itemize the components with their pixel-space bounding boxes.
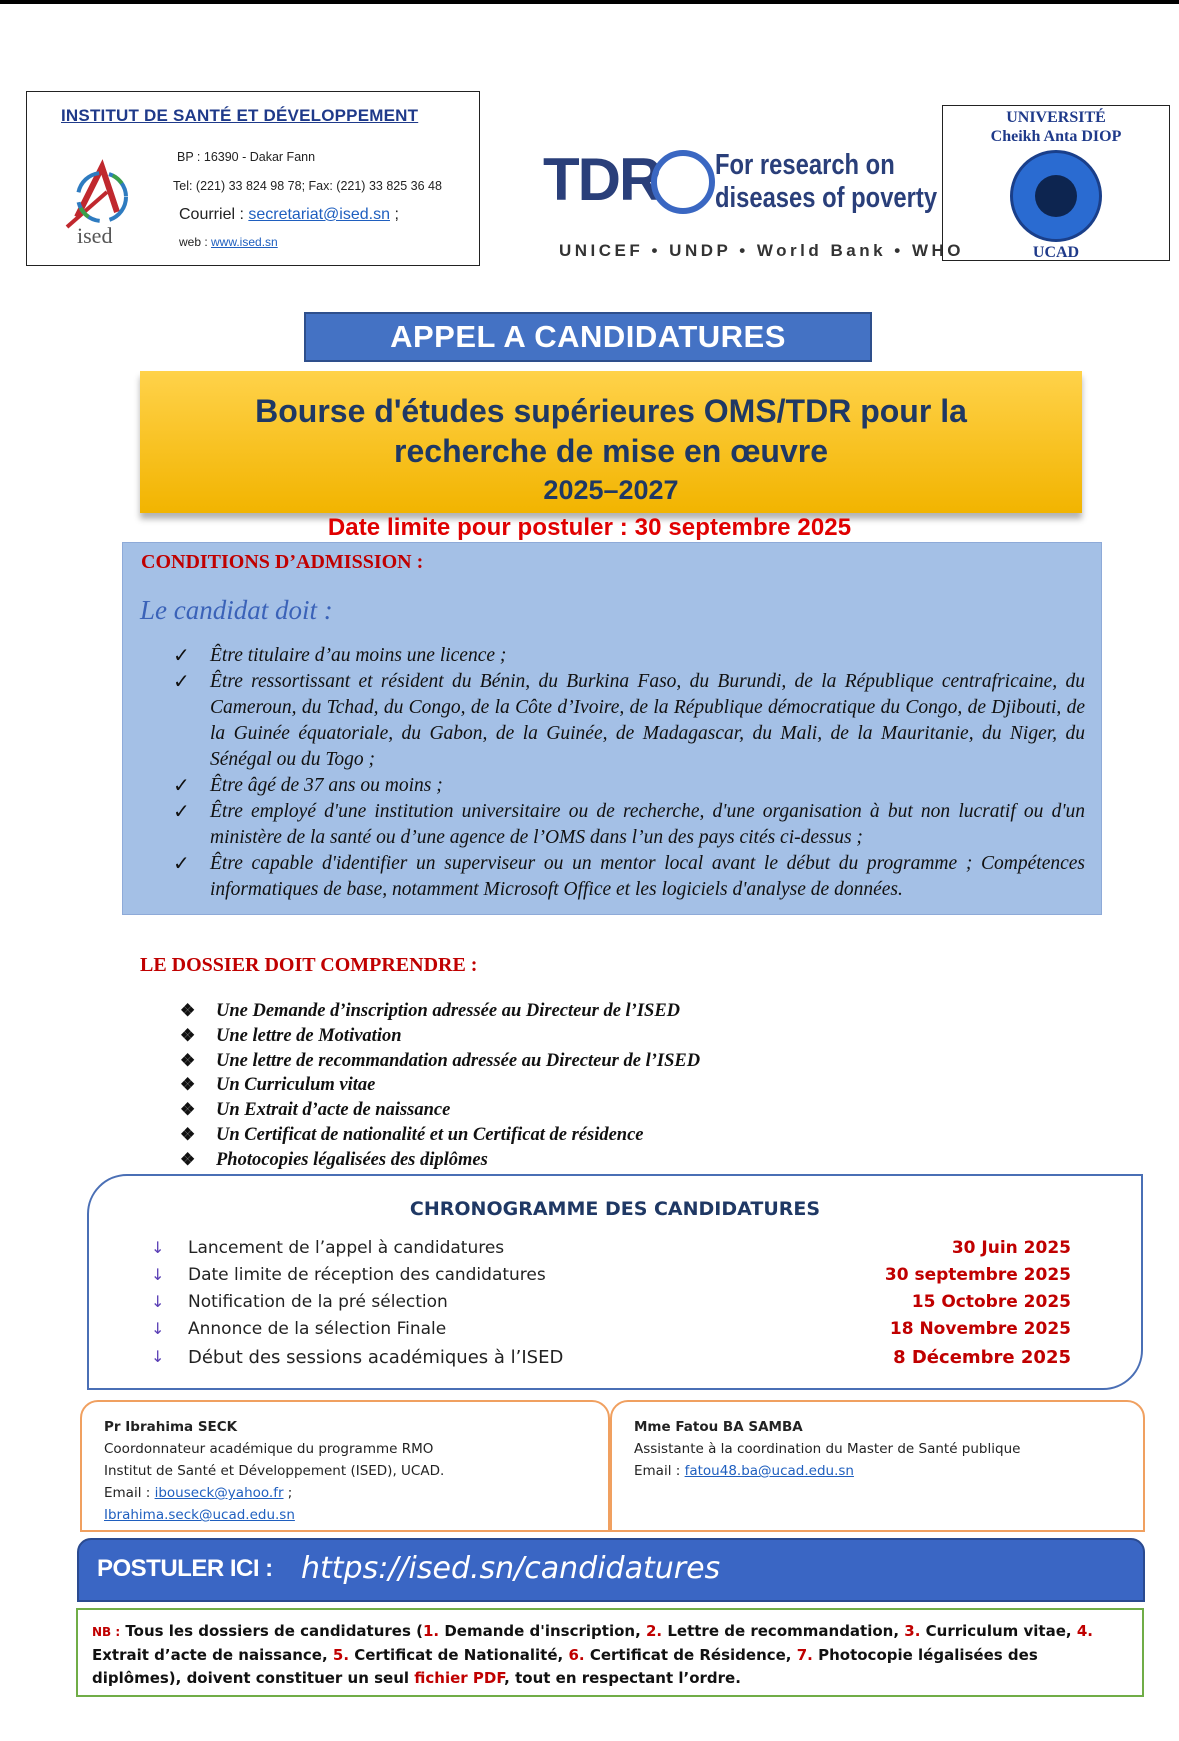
- tdr-tagline-1: For research on: [715, 149, 895, 181]
- nb-text: Extrait d’acte de naissance,: [92, 1646, 333, 1664]
- list-item-text: Photocopies légalisées des diplômes: [216, 1149, 488, 1170]
- list-item: [173, 851, 1085, 903]
- diamond-bullet-icon: ❖: [180, 1025, 196, 1045]
- diamond-bullet-icon: ❖: [180, 1149, 196, 1169]
- chronogram-date: 30 Juin 2025: [951, 1238, 1071, 1258]
- chronogram-row: [151, 1319, 1071, 1345]
- apply-label: POSTULER ICI :: [97, 1555, 273, 1582]
- apply-url-link[interactable]: https://ised.sn/candidatures: [301, 1551, 721, 1586]
- contact-card-right: [610, 1400, 1145, 1532]
- ucad-header-box: [942, 105, 1170, 261]
- chronogram-label: Annonce de la sélection Finale: [188, 1319, 447, 1339]
- nb-label: NB :: [92, 1625, 121, 1639]
- check-icon: ✓: [173, 671, 190, 693]
- conditions-subheading: Le candidat doit :: [140, 595, 333, 625]
- check-icon: ✓: [173, 853, 190, 875]
- list-item: [180, 1024, 700, 1049]
- chronogram-date: 8 Décembre 2025: [893, 1347, 1071, 1368]
- ised-logo: [47, 147, 147, 247]
- list-item: [180, 999, 700, 1024]
- nb-pdf: fichier PDF: [414, 1669, 505, 1687]
- dossier-list: [180, 999, 700, 1173]
- contact-email-link[interactable]: fatou48.ba@ucad.edu.sn: [684, 1463, 854, 1479]
- chronogram-date: 18 Novembre 2025: [889, 1319, 1071, 1339]
- chronogram-heading: CHRONOGRAMME DES CANDIDATURES: [409, 1198, 821, 1220]
- nb-note: [76, 1608, 1144, 1697]
- list-item: [180, 1148, 700, 1173]
- chronogram-row: [151, 1238, 1071, 1264]
- ised-email-sep: ;: [390, 206, 399, 223]
- bourse-years: 2025–2027: [543, 475, 679, 505]
- list-item-text: Être âgé de 37 ans ou moins ;: [210, 775, 443, 796]
- list-item-text: Un Curriculum vitae: [216, 1075, 376, 1096]
- top-border: [0, 0, 1179, 4]
- list-item-text: Une Demande d’inscription adressée au Directeur de l’ISED: [216, 1001, 681, 1021]
- ucad-line2: Cheikh Anta DIOP: [990, 128, 1122, 145]
- list-item: [173, 799, 1085, 851]
- list-item-text: Être employé d'une institution universitaire ou de recherche, d'une organisation à but non lucratif ou d'un ministère de la santé ou d’une agence de l’OMS dans l’un des pays cités ci-dessus ;: [210, 801, 1085, 848]
- contact-name: Mme Fatou BA SAMBA: [634, 1419, 803, 1435]
- list-item: [173, 773, 1085, 799]
- contact-email-label: Email :: [634, 1463, 685, 1479]
- ised-web-link[interactable]: www.ised.sn: [211, 235, 278, 249]
- nb-text: Photocopie légalisées des diplômes), doivent constituer un seul: [92, 1646, 1038, 1687]
- arrow-down-icon: ↓: [151, 1238, 165, 1257]
- list-item: [173, 669, 1085, 773]
- conditions-list: [173, 643, 1085, 903]
- conditions-box: [122, 542, 1102, 915]
- tdr-tagline-2: diseases of poverty: [715, 182, 938, 214]
- nb-text: Lettre de recommandation,: [662, 1622, 905, 1640]
- chronogram-row: [151, 1292, 1071, 1318]
- ucad-line3: UCAD: [1032, 244, 1080, 261]
- nb-number: 2.: [646, 1622, 663, 1640]
- diamond-bullet-icon: ❖: [180, 1075, 196, 1095]
- bourse-title-1: Bourse d'études supérieures OMS/TDR pour la: [255, 393, 967, 429]
- ised-header-box: [26, 91, 480, 266]
- ised-bp: BP : 16390 - Dakar Fann: [177, 150, 316, 164]
- diamond-bullet-icon: ❖: [180, 1124, 196, 1144]
- nb-text: Curriculum vitae,: [920, 1622, 1077, 1640]
- ised-email-line: [179, 206, 399, 224]
- dossier-heading: LE DOSSIER DOIT COMPRENDRE :: [140, 954, 478, 976]
- ucad-line1: UNIVERSITÉ: [1006, 109, 1106, 126]
- list-item: [180, 1073, 700, 1098]
- ised-web-line: [179, 235, 278, 249]
- list-item: [180, 1098, 700, 1123]
- tdr-name: TDR: [543, 146, 661, 213]
- apply-banner: [77, 1538, 1145, 1602]
- ised-web-label: web :: [179, 235, 212, 249]
- ised-email-label: Courriel :: [179, 206, 249, 223]
- chronogram-label: Début des sessions académiques à l’ISED: [188, 1347, 564, 1368]
- nb-number: 5.: [332, 1646, 350, 1664]
- contact-email-sep: ;: [283, 1485, 293, 1501]
- list-item-text: Être ressortissant et résident du Bénin, du Burkina Faso, du Burundi, de la République centrafricaine, du Cameroun, du Tchad, du Congo, de la Côte d’Ivoire, de la République démocratique du Congo, de Djibouti, de la Guinée équatoriale, du Gabon, de la Guinée, de Madagascar, du Mali, de la Mauritanie, du Niger, du Sénégal ou du Togo ;: [210, 671, 1085, 770]
- check-icon: ✓: [173, 801, 190, 823]
- nb-number: 6.: [568, 1646, 585, 1664]
- list-item-text: Être capable d'identifier un superviseur ou un mentor local avant le début du programme ; Compétences informatiques de base, notamment Microsoft Office et les logiciels d'analyse de données.: [210, 853, 1085, 900]
- deadline-text: Date limite pour postuler : 30 septembre 2025: [327, 514, 852, 541]
- nb-number: 1.: [422, 1622, 440, 1640]
- chronogram-row: [151, 1347, 1071, 1373]
- bourse-title: [140, 371, 1082, 471]
- arrow-down-icon: ↓: [151, 1347, 165, 1366]
- nb-text: , tout en respectant l’ordre.: [504, 1669, 741, 1687]
- ised-phone: Tel: (221) 33 824 98 78; Fax: (221) 33 825 36 48: [173, 179, 442, 193]
- nb-number: 7.: [796, 1646, 813, 1664]
- list-item: [173, 643, 1085, 669]
- contact-name: Pr Ibrahima SECK: [104, 1419, 238, 1435]
- chronogram-label: Notification de la pré sélection: [188, 1292, 448, 1312]
- diamond-bullet-icon: ❖: [180, 1001, 196, 1020]
- chronogram-label: Date limite de réception des candidatures: [188, 1265, 546, 1285]
- check-icon: ✓: [173, 775, 190, 797]
- contact-email-link[interactable]: ibouseck@yahoo.fr: [154, 1485, 284, 1501]
- chronogram-date: 15 Octobre 2025: [911, 1292, 1071, 1312]
- bourse-title-2: recherche de mise en œuvre: [394, 433, 828, 469]
- ised-title: INSTITUT DE SANTÉ ET DÉVELOPPEMENT: [61, 106, 419, 125]
- ised-email-link[interactable]: secretariat@ised.sn: [248, 206, 390, 223]
- list-item: [180, 1049, 700, 1074]
- conditions-heading: CONDITIONS D’ADMISSION :: [141, 551, 424, 573]
- list-item-text: Une lettre de Motivation: [216, 1025, 402, 1046]
- arrow-down-icon: ↓: [151, 1319, 165, 1338]
- arrow-down-icon: ↓: [151, 1292, 165, 1311]
- nb-text: Tous les dossiers de candidatures (: [120, 1622, 423, 1640]
- ised-logo-text: ised: [77, 223, 113, 247]
- contact-email-line: [634, 1460, 1020, 1482]
- contact-org: Institut de Santé et Développement (ISED), UCAD.: [104, 1463, 445, 1479]
- nb-text: Demande d'inscription,: [439, 1622, 646, 1640]
- chronogram-date: 30 septembre 2025: [884, 1265, 1071, 1285]
- contact-card-left: [80, 1400, 610, 1532]
- appel-banner: APPEL A CANDIDATURES: [304, 312, 872, 362]
- contact-role: Assistante à la coordination du Master de Santé publique: [634, 1441, 1021, 1457]
- contact-email-link[interactable]: Ibrahima.seck@ucad.edu.sn: [104, 1507, 295, 1523]
- nb-number: 3.: [904, 1622, 921, 1640]
- contact-role: Coordonnateur académique du programme RMO: [104, 1441, 434, 1457]
- diamond-bullet-icon: ❖: [180, 1100, 196, 1120]
- nb-text: Certificat de Nationalité,: [349, 1646, 569, 1664]
- list-item: [180, 1123, 700, 1148]
- chronogram-label: Lancement de l’appel à candidatures: [188, 1238, 505, 1258]
- bourse-box: [140, 371, 1082, 513]
- list-item-text: Un Certificat de nationalité et un Certificat de résidence: [216, 1124, 644, 1145]
- diamond-bullet-icon: ❖: [180, 1050, 196, 1070]
- contact-email-line: [104, 1482, 444, 1504]
- contact-email-label: Email :: [104, 1485, 155, 1501]
- chronogram-row: [151, 1265, 1071, 1291]
- list-item-text: Une lettre de recommandation adressée au Directeur de l’ISED: [216, 1050, 701, 1071]
- list-item-text: Un Extrait d’acte de naissance: [216, 1100, 451, 1121]
- tdr-sponsors: UNICEF • UNDP • World Bank • WHO: [559, 241, 965, 260]
- arrow-down-icon: ↓: [151, 1265, 165, 1284]
- tdr-logo: [543, 145, 965, 275]
- tdr-tagline: [715, 149, 937, 215]
- list-item-text: Être titulaire d’au moins une licence ;: [210, 645, 507, 666]
- nb-text: Certificat de Résidence,: [584, 1646, 797, 1664]
- ucad-seal-icon: [1010, 150, 1102, 242]
- chronogram-box: [87, 1174, 1143, 1390]
- check-icon: ✓: [173, 645, 190, 667]
- nb-number: 4.: [1076, 1622, 1093, 1640]
- globe-icon: [651, 150, 715, 214]
